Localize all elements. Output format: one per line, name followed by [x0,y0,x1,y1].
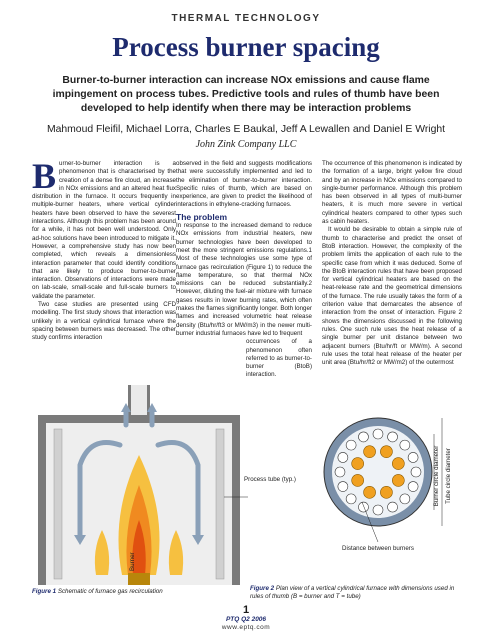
section-label: THERMAL TECHNOLOGY [171,13,321,24]
tube-marker [373,429,383,439]
column-1 [32,156,176,343]
tube-marker [408,452,418,462]
figure-1-furnace-schematic [30,385,296,585]
figure-2-caption: Figure 2 Plan view of a vertical cylindrical furnace with dimensions used in rules of thumb (B = burner and T = tube) [250,585,455,600]
figure-2-plan-view [322,410,474,575]
col2-paragraph-1: observed in the field and suggests modifications that were successfully implemented and led to the elimination of burner-to-burner interaction. Specific rules of thumb, which are based on experience, are given to predict the likelihood of interactions in ethylene-cracking furnaces. [176,160,312,209]
col2-paragraph-3: occurrences of a phenomenon often referred to as burner-to-burner (BtoB) interaction. [246,338,312,379]
label-burner-circle-diameter: Burner circle diameter [433,445,440,507]
page-title: Process burner spacing [112,32,380,62]
page-number: 1 [242,604,250,616]
tube-marker [335,467,345,477]
tube-marker [346,494,356,504]
process-tube-right [216,429,224,579]
col2-paragraph-2: In response to the increased demand to reduce NOx emissions from industrial heaters, new burner technologies have been developed to meet the more stringent emissions regulations.1 Most of these technologies use some type of furnace gas recirculation (Figure 1) to reduce the flame temperature, so that thermal NOx emissions can be reduced substantially.2 However, diluting the fuel-air mixture with furnace gases results in lower burning rates, which often makes the flames significantly longer. Both longer flames and increased volumetric heat release density (Btu/hr/ft3 or MW/m3) in the newer multi-burner industrial furnaces have led to frequent [176,222,312,337]
tube-marker [411,467,421,477]
tube-marker [388,502,398,512]
burner-marker [352,474,364,486]
burner-marker [392,474,404,486]
article-subtitle: Burner-to-burner interaction can increase NOx emissions and cause flame impingement on process tubes. Predictive tools and rules of thumb have been developed to help identify when there may be interaction problems [52,75,440,114]
burner-marker [364,446,376,458]
col1-paragraph-1: urner-to-burner interaction is a phenomenon that is characterised by the creation of a dense fire cloud, an increase in NOx emissions and an altered heat flux distribution in the furnace. It occurs frequently in multiple-burner heaters, where vertical cylinder heaters have been observed to have the severest interactions. Although this problem has been around for a while, it has not been well understood. Only ad-hoc solutions have been introduced to mitigate it. However, a comprehensive study has now been completed, which reveals a dimensionless interaction parameter that could identify conditions that are likely to produce burner-to-burner interaction. Observations of interactions were made on lab-scale, small-scale and full-scale burners to validate the parameter. [32,160,176,300]
tube-marker [400,440,410,450]
column-3 [322,160,462,367]
tube-marker [358,502,368,512]
tube-marker [346,440,356,450]
tube-marker [388,432,398,442]
process-tube-left [54,429,62,579]
col3-paragraph-2: It would be desirable to obtain a simple rule of thumb to characterise and predict the onset of BtoB interaction. However, the complexity of the problem limits the application of each rule to the specific case from which it was deduced. Some of the BtoB interaction rules that have been proposed for vertical cylindrical heaters are based on the heat-release rate and the geometrical dimensions of the furnace. The rule usually takes the form of a criterion value that demarcates the absence of interaction from the onset of interaction. Figure 2 shows the dimensions discussed in the following rules. One such rule uses the heat release of a single burner per unit distance between two adjacent burners (Btu/hr/ft or MW/m). A second rule uses the total heat release of the heater per unit area (Btu/hr/ft2 or MW/m2) of the outermost [322,226,462,367]
drop-cap: B [32,156,57,196]
label-burner: Burner [129,552,136,571]
col3-paragraph-1: The occurrence of this phenomenon is indicated by the formation of a large, bright yellow fire cloud and by an increase in NOx emissions compared to single-burner performance. Although this problem has been observed in all types of multi-burner heaters, it is much more severe in vertical cylindrical heaters compared to other types such as cabin heaters. [322,160,462,226]
author-list: Mahmoud Fleifil, Michael Lorra, Charles E Baukal, Jeff A Lewallen and Daniel E Wright [46,124,446,135]
burner-marker [364,486,376,498]
journal-issue: PTQ Q2 2006 [225,616,267,623]
label-tube-circle-diameter: Tube circle diameter [445,448,452,504]
affiliation: John Zink Company LLC [195,139,297,150]
burner [128,573,150,585]
journal-website: www.eptq.com [221,624,271,631]
label-distance-between-burners: Distance between burners [342,545,414,552]
tube-marker [400,494,410,504]
burner-marker [352,458,364,470]
section-heading-problem: The problem [176,211,228,222]
tube-marker [408,482,418,492]
burner-marker [380,486,392,498]
tube-marker [338,452,348,462]
burner-marker [380,446,392,458]
figure-1-caption: Figure 1 Schematic of furnace gas recirculation [32,588,163,595]
label-process-tube: Process tube (typ.) [244,476,296,483]
tube-marker [358,432,368,442]
tube-marker [373,505,383,515]
column-2 [176,160,312,380]
col1-paragraph-2: Two case studies are presented using CFD modelling. The first study shows that interaction was unlikely in a vertical cylindrical furnace where the spacing between burners was decreased. The other study confirms interaction [32,301,176,342]
tube-marker [338,482,348,492]
burner-marker [392,458,404,470]
